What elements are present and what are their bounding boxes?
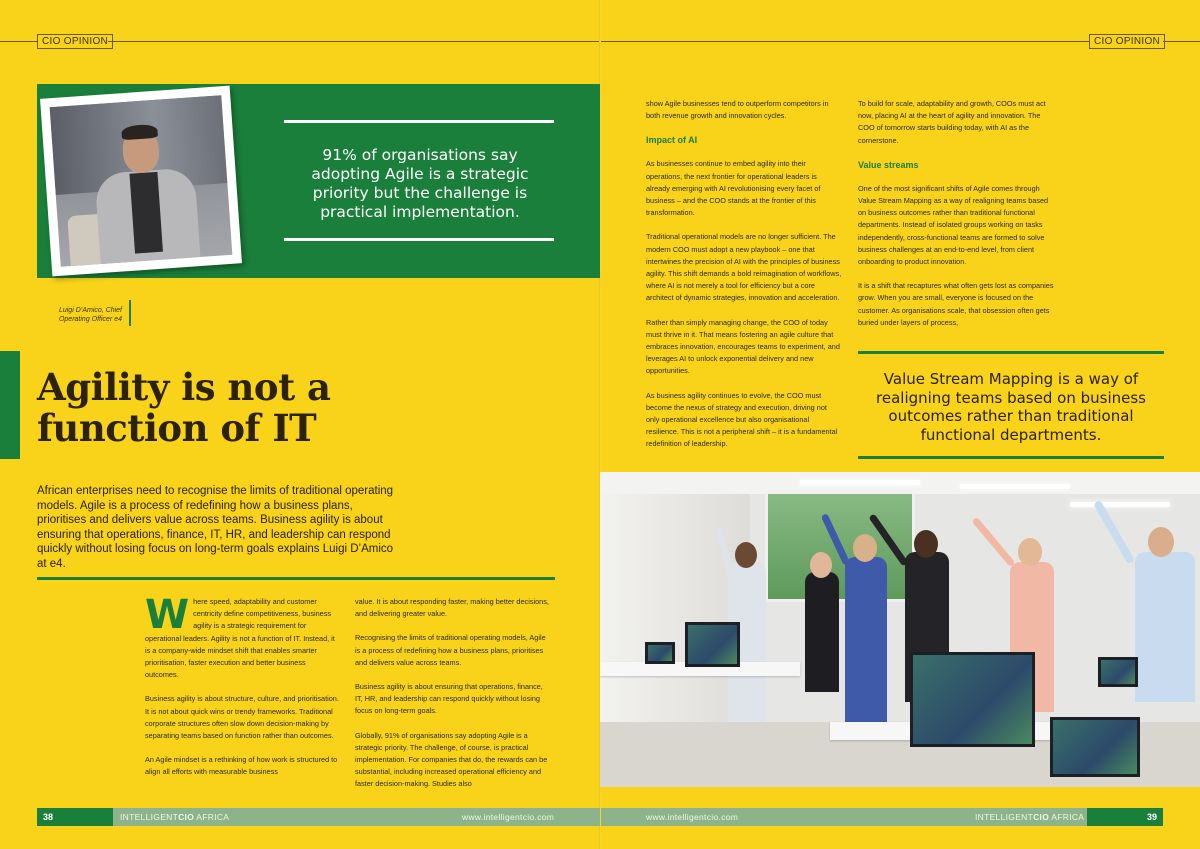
paragraph: As business agility continues to evolve, the COO must become the nexus of strategy and execution, driving not only operational excellence but also organisational resilience. This is not a peripheral shift – it is a fundamental redefinition of leadership. [646,390,838,449]
footer-url-right: www.intelligentcio.com [646,812,739,822]
subheading-value-streams: Value streams [858,159,919,170]
pull-quote-rule-bottom [284,238,554,241]
paragraph: It is a shift that recaptures what often gets lost as companies grow. When you are small, everyone is focused on the customer. As organisations scale, that obsession often gets buried under layers of process, [858,281,1054,327]
body-column-4 [858,98,1058,341]
paragraph: As businesses continue to embed agility into their operations, the next frontier for operational leaders is already emerging with AI revolutionising every facet of business – and the COO stands at the frontier of this transformation. [646,159,821,218]
paragraph: here speed, adaptability and customer centricity define competitiveness, business agility is a strategic requirement for operational leaders. Agility is not a function of IT. Instead, it is a company-wide mindset shift that enables smarter prioritisation, faster execution and better business outcomes. [145,597,335,680]
headline: Agility is not a function of IT [37,365,331,450]
photo-caption: Luigi D’Amico, Chief Operating Officer e4 [58,307,122,323]
page-number-left: 38 [37,808,113,826]
footer-brand-right: INTELLIGENTCIO AFRICA [975,812,1085,822]
pull-quote-rule-top [284,120,554,123]
office-stretching-photo [600,472,1200,787]
paragraph: show Agile businesses tend to outperform competitors in both revenue growth and innovation cycles. [646,99,829,121]
body-column-1 [145,592,341,791]
caption-accent [129,300,131,326]
section-rule-right [601,41,1089,42]
section-rule-right-short [1163,41,1200,42]
footer-url-left: www.intelligentcio.com [462,812,555,822]
body-column-3 [646,98,842,463]
pull-quote: 91% of organisations say adopting Agile is a strategic priority but the challenge is practical implementation. [311,146,529,221]
paragraph: To build for scale, adaptability and growth, COOs must act now, placing AI at the heart of agility and innovation. The COO of tomorrow starts building today, with AI as the cornerstone. [858,99,1046,145]
section-label-left: CIO OPINION [37,34,113,49]
paragraph: Traditional operational models are no longer sufficient. The modern COO must adopt a new playbook – one that intertwines the precision of AI with the principles of business agility. This shift demands a bold reimagination of workflows, where AI is not merely a tool for efficiency but a core architect of dynamic strategies, innovation and acceleration. [646,232,842,303]
paragraph: Business agility is about structure, culture, and prioritisation. It is not about quick wins or trendy frameworks. Traditional corporate structures often slow down decision-making by separating teams based on function rather than outcomes. [145,694,339,741]
section-label-right: CIO OPINION [1089,34,1165,49]
paragraph: Recognising the limits of traditional operating models, Agile is a process of redefining how a business plans, prioritises and delivers value across teams. [355,633,546,667]
standfirst-rule [37,577,555,580]
pull-quote-2-rule-top [858,351,1164,354]
author-photo [40,86,242,277]
body-column-2 [355,596,551,803]
headline-accent-bar [0,351,20,459]
page-number-right: 39 [1087,808,1163,826]
paragraph: Rather than simply managing change, the COO of today must thrive in it. That means fostering an agile culture that embraces innovation, encourages teams to experiment, and leverages AI to unlock exponential delivery and new opportunities. [646,317,840,376]
standfirst: African enterprises need to recognise the limits of traditional operating models. Agile is a process of redefining how a business plans, prioritises and delivers value across teams. Business agility is about ensuring that operations, finance, IT, HR, and leadership can respond quickly without losing focus on long-term goals explains Luigi D’Amico at e4. [37,485,394,570]
section-rule-left-long [108,41,599,42]
subheading-impact-of-ai: Impact of AI [646,135,698,146]
pull-quote-2-rule-bottom [858,456,1164,459]
drop-cap: W [145,592,190,638]
paragraph: One of the most significant shifts of Agile comes through Value Stream Mapping as a way of realigning teams based on business outcomes rather than traditional functional departments. Instead of isolated groups working on tasks independently, cross-functional teams are formed to solve business challenges at an end-to-end level, from client onboarding to product innovation. [858,183,1049,267]
paragraph: value. It is about responding faster, making better decisions, and delivering greater value. [355,597,549,619]
section-rule-left [0,41,37,42]
paragraph: Globally, 91% of organisations say adopting Agile is a strategic priority. The challenge, of course, is practical implementation. For companies that do, the rewards can be substantial, including increased operational efficiency and faster decision-making. Studies also [355,730,548,789]
footer-brand-left: INTELLIGENTCIO AFRICA [120,812,230,822]
pull-quote-2: Value Stream Mapping is a way of realigning teams based on business outcomes rather than traditional functional departments. [876,370,1146,444]
paragraph: An Agile mindset is a rethinking of how work is structured to align all efforts with measurable business [145,755,338,777]
paragraph: Business agility is about ensuring that operations, finance, IT, HR, and leadership can respond quickly without losing focus on long-term goals. [355,682,543,716]
